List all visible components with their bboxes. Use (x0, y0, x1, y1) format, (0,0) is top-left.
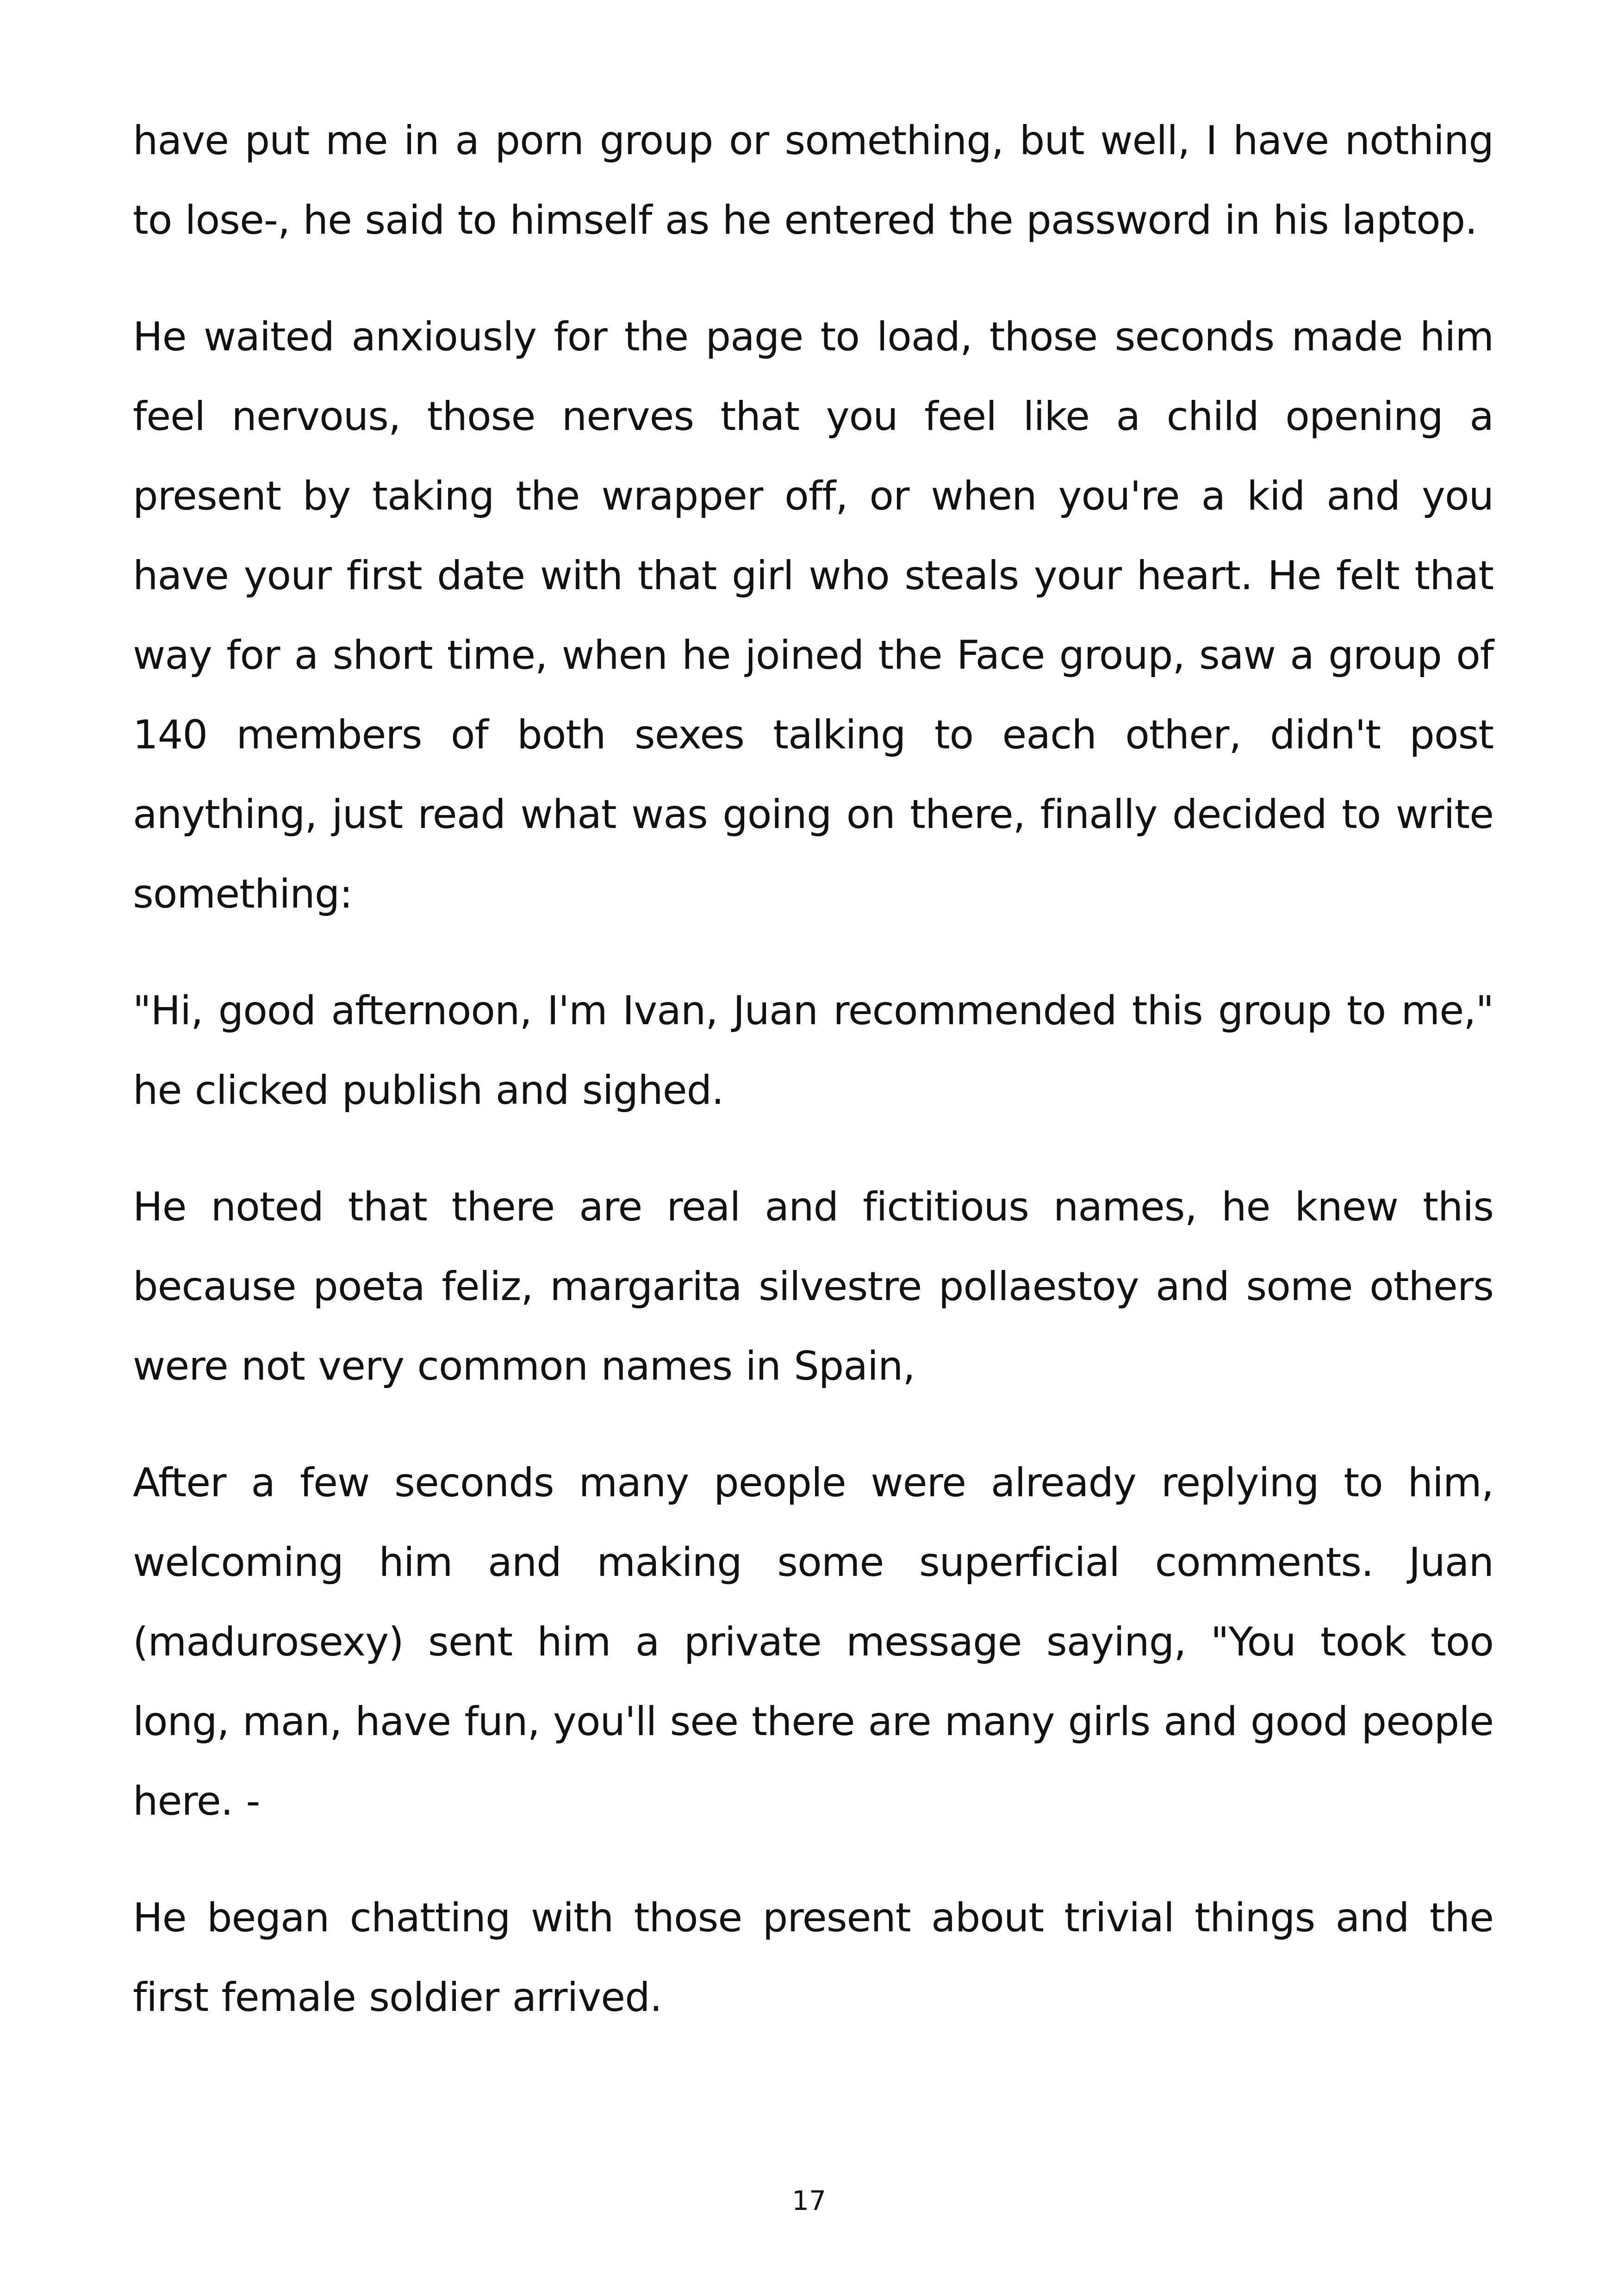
paragraph-2: He waited anxiously for the page to load, those seconds made him feel nervous, those nerves that you feel like a child opening a present by taking the wrapper off, or when you're a kid and you have your first date with that girl who steals your heart. He felt that way for a short time, when he joined the Face group, saw a group of 140 members of both sexes talking to each other, didn't post anything, just read what was going on there, finally decided to write something: (133, 314, 1494, 917)
page-number: 17 (792, 2185, 826, 2216)
paragraph-3: "Hi, good afternoon, I'm Ivan, Juan recommended this group to me," he clicked publish and sighed. (133, 988, 1494, 1114)
paragraph-5: After a few seconds many people were already replying to him, welcoming him and making some superficial comments. Juan (madurosexy) sent him a private message saying, "You took too long, man, have fun, you'll see there are many girls and good people here. - (133, 1460, 1494, 1824)
paragraph-1: have put me in a porn group or something, but well, I have nothing to lose-, he said to himself as he entered the password in his laptop. (133, 118, 1494, 243)
paragraph-4: He noted that there are real and fictitious names, he knew this because poeta feliz, margarita silvestre pollaestoy and some others were not very common names in Spain, (133, 1184, 1494, 1389)
paragraph-6: He began chatting with those present about trivial things and the first female soldier arrived. (133, 1895, 1494, 2021)
body-text (133, 101, 1494, 2074)
